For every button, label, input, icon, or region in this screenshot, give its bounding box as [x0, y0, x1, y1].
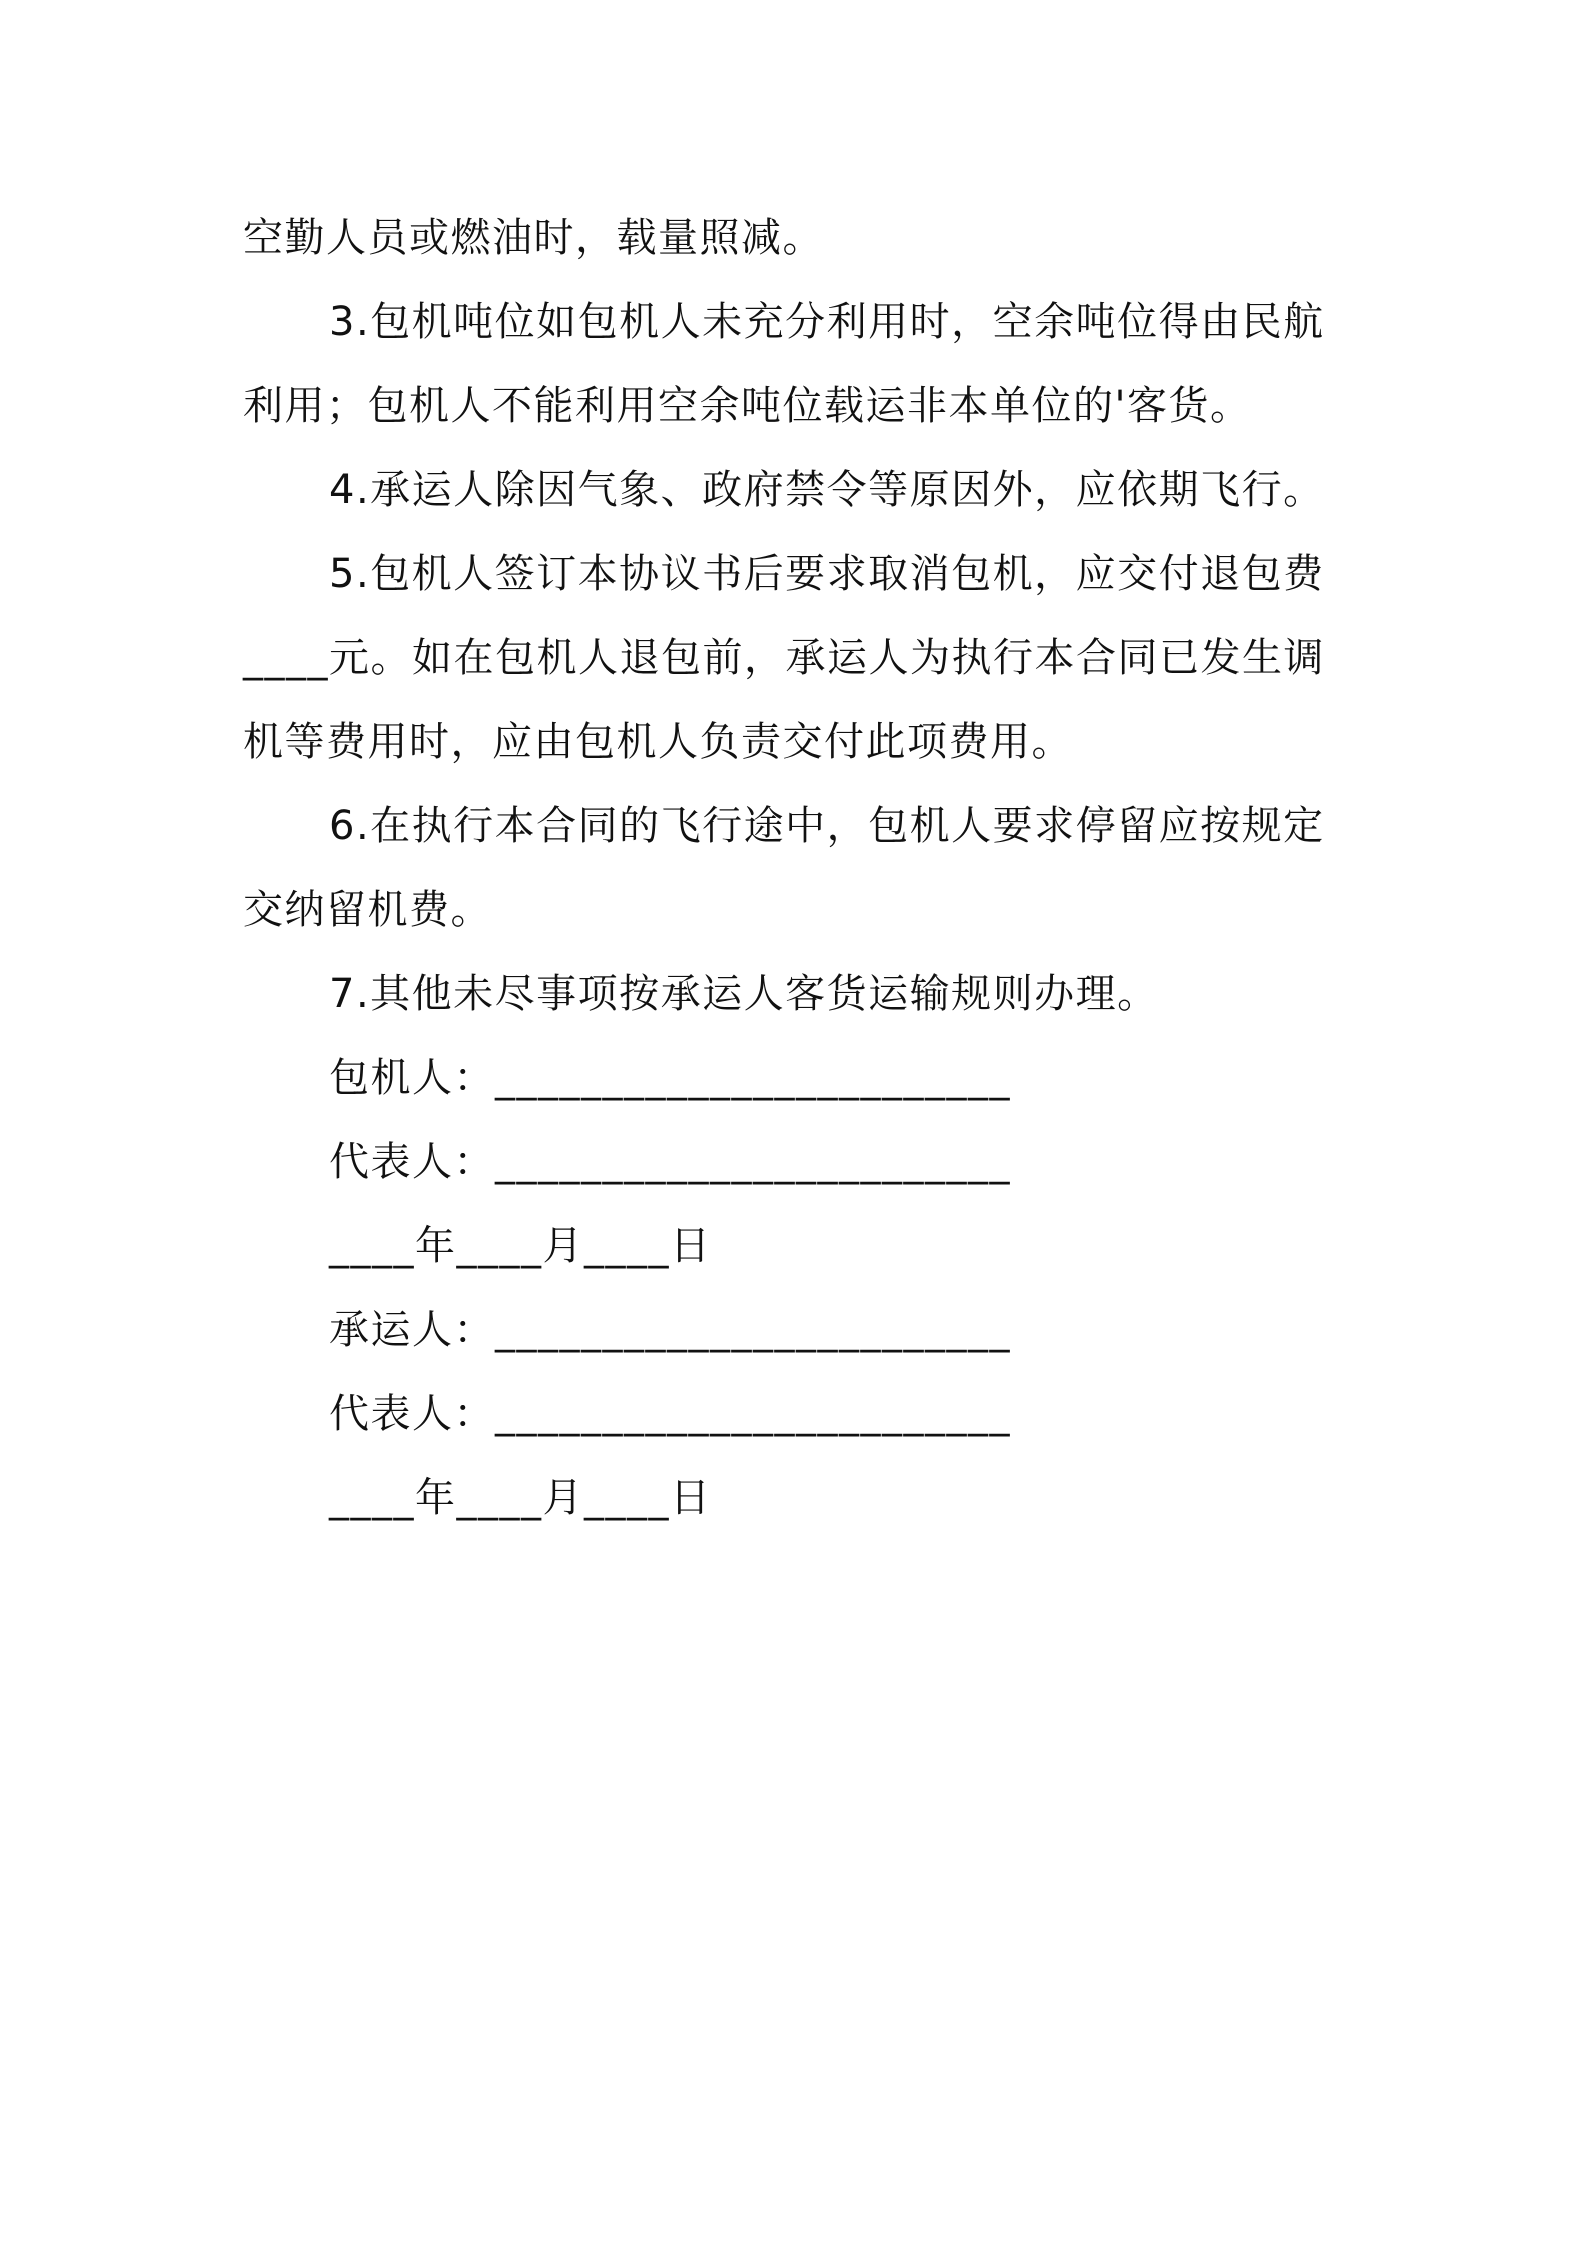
clause-2-continuation: 空勤人员或燃油时，载量照减。 — [243, 215, 824, 261]
carrier-date-line: ____年____月____日 — [329, 1475, 712, 1521]
clause-6-line-2: 交纳留机费。 — [243, 887, 492, 933]
carrier-representative-line: 代表人：________________________ — [329, 1391, 1011, 1437]
contract-text — [243, 196, 1358, 1540]
clause-7: 7.其他未尽事项按承运人客货运输规则办理。 — [329, 971, 1159, 1017]
clause-3-line-2: 利用；包机人不能利用空余吨位载运非本单位的'客货。 — [243, 383, 1252, 429]
charterer-representative-line: 代表人：________________________ — [329, 1139, 1011, 1185]
charterer-date-line: ____年____月____日 — [329, 1223, 712, 1269]
clause-3-line-1: 3.包机吨位如包机人未充分利用时，空余吨位得由民航 — [329, 299, 1325, 345]
carrier-signature-line: 承运人：________________________ — [329, 1307, 1011, 1353]
clause-4: 4.承运人除因气象、政府禁令等原因外，应依期飞行。 — [329, 467, 1325, 513]
clause-6-line-1: 6.在执行本合同的飞行途中，包机人要求停留应按规定 — [329, 803, 1325, 849]
clause-5-line-3: 机等费用时，应由包机人负责交付此项费用。 — [243, 719, 1073, 765]
clause-5-line-2: ____元。如在包机人退包前，承运人为执行本合同已发生调 — [243, 635, 1325, 681]
clause-5-line-1: 5.包机人签订本协议书后要求取消包机，应交付退包费 — [329, 551, 1325, 597]
charterer-signature-line: 包机人：________________________ — [329, 1055, 1011, 1101]
